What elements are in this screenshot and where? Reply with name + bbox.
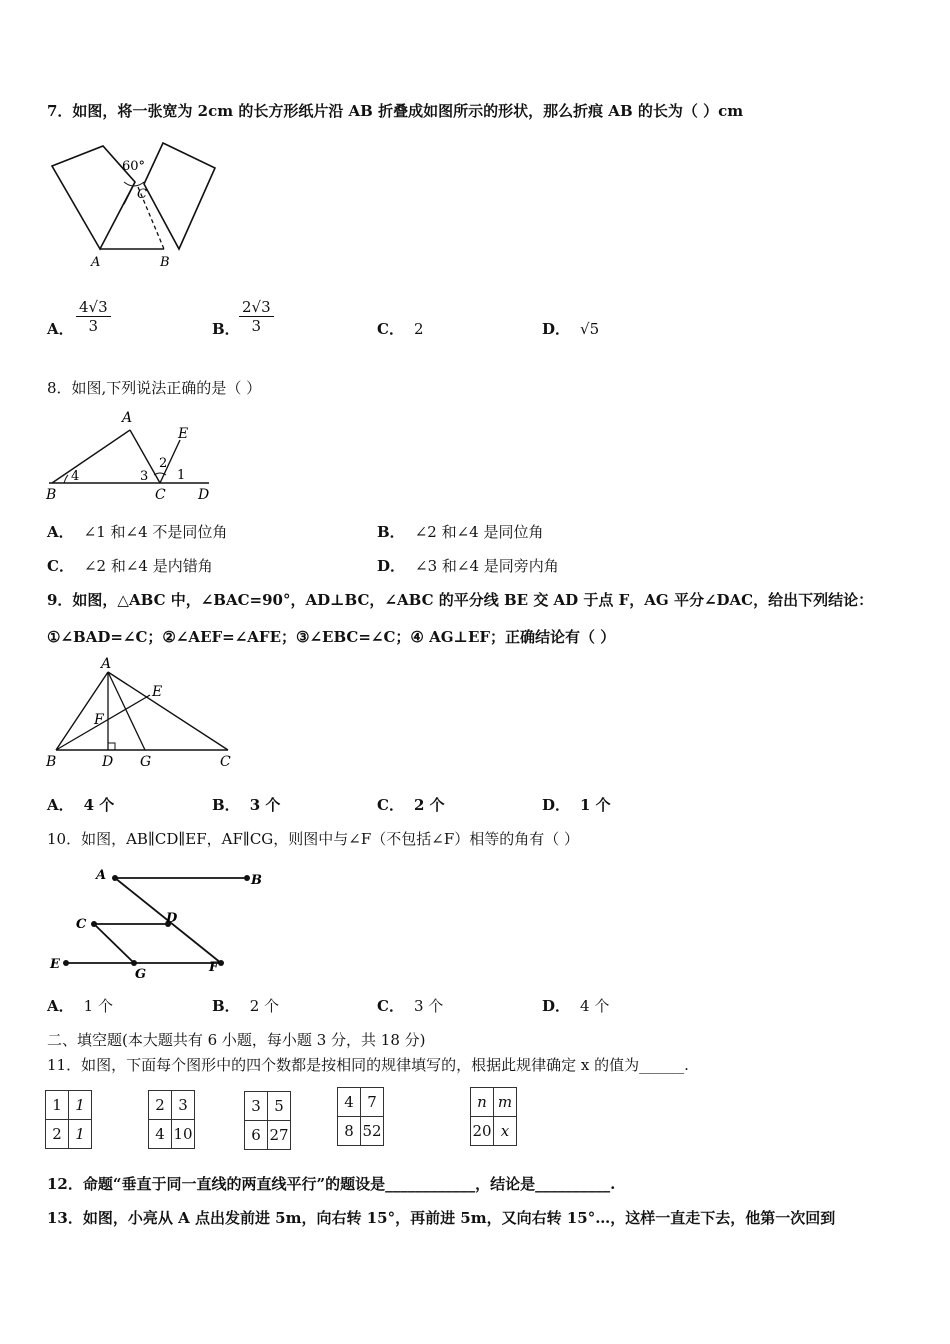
grid-cell: 3 [172,1091,195,1120]
q9-label-d: D [102,754,114,770]
q7-option-c-label: C． [377,320,404,338]
q10-option-d [542,996,609,1016]
q8-text: 8．如图,下列说法正确的是（ ） [47,379,262,397]
q10-label-c: C [76,917,87,932]
q7-option-a-label: A． [47,320,74,338]
q7-option-a-den: 3 [76,316,111,335]
q7-figure [48,140,218,270]
q9-text-line1: 9．如图，△ABC 中，∠BAC=90°，AD⊥BC，∠ABC 的平分线 BE 交 AD 于点 F，AG 平分∠DAC，给出下列结论： [47,591,874,609]
q10-figure [48,862,273,982]
grid-cell: 7 [361,1088,384,1117]
q10-label-d: D [166,911,178,926]
q8-option-c-value: ∠2 和∠4 是内错角 [83,557,213,575]
grid-cell: 2 [149,1091,172,1120]
grid-cell: x [494,1117,517,1146]
q7-label-b: B [160,255,170,270]
q9-label-g: G [140,754,152,770]
q10-option-b-value: 2 个 [249,997,279,1015]
grid-cell: 5 [268,1092,291,1121]
q9-option-a-value: 4 个 [83,796,115,814]
q8-option-a-label: A． [47,523,74,541]
q10-option-d-value: 4 个 [580,997,610,1015]
q9-option-b-value: 3 个 [249,796,281,814]
grid-cell: 4 [149,1120,172,1149]
q11-grid-5 [470,1087,517,1146]
q10-option-b-label: B． [212,997,240,1015]
q8-figure [44,405,219,505]
grid-cell: 1 [69,1091,92,1120]
q10-text: 10．如图，AB∥CD∥EF，AF∥CG，则图中与∠F（不包括∠F）相等的角有（ ） [47,830,580,848]
q10-option-a [47,996,113,1016]
q10-option-b [212,996,279,1016]
grid-cell: n [471,1088,494,1117]
q9-label-b: B [46,754,57,770]
q7-option-b-den: 3 [239,316,274,335]
q10-label-f: F [209,960,219,975]
q8-angle-3: 3 [140,469,149,484]
q8-option-b [377,522,543,542]
q7-option-a-num: 4√3 [79,298,108,316]
grid-cell: 4 [338,1088,361,1117]
q13-text: 13．如图，小亮从 A 点出发前进 5m，向右转 15°，再前进 5m，又向右转 15°…，这样一直走下去，他第一次回到 [47,1209,836,1227]
grid-cell: 1 [69,1120,92,1149]
q11-grid-2 [148,1090,195,1149]
q8-angle-1: 1 [177,468,186,483]
q10-option-c-value: 3 个 [413,997,444,1015]
q8-option-d-label: D． [377,557,406,575]
q8-option-d [377,556,559,576]
grid-cell: 27 [268,1121,291,1150]
q10-option-a-label: A． [47,997,74,1015]
q8-angle-4: 4 [71,469,80,484]
q10-option-d-label: D． [542,997,571,1015]
q8-label-e: E [178,426,189,442]
q9-figure [44,652,239,772]
q10-option-c [377,996,443,1016]
q8-label-a: A [122,410,133,426]
q8-label-c: C [155,487,166,503]
grid-cell: 10 [172,1120,195,1149]
q7-label-c: C [137,187,147,202]
q7-option-d [542,319,599,339]
q8-label-b: B [46,487,57,503]
q7-option-c-value: 2 [413,320,424,338]
grid-cell: 1 [46,1091,69,1120]
q11-text: 11．如图，下面每个图形中的四个数都是按相同的规律填写的，根据此规律确定 x 的值为______. [47,1056,689,1074]
q9-label-e: E [152,684,163,700]
q7-option-a-fraction [76,298,111,335]
q9-option-d [542,795,611,815]
grid-cell: 52 [361,1117,384,1146]
q8-option-a-value: ∠1 和∠4 不是同位角 [83,523,228,541]
q9-option-a-label: A． [47,796,74,814]
q7-option-b-num: 2√3 [242,298,271,316]
q10-label-a: A [96,868,107,883]
q9-label-c: C [220,754,231,770]
q8-option-b-value: ∠2 和∠4 是同位角 [414,523,544,541]
q10-label-g: G [135,967,147,982]
q7-label-a: A [91,255,101,270]
q8-option-c-label: C． [47,557,74,575]
q11-grid-1 [45,1090,92,1149]
grid-cell: 2 [46,1120,69,1149]
q10-label-e: E [50,957,60,972]
grid-cell: 6 [245,1121,268,1150]
q11-grid-4 [337,1087,384,1146]
grid-cell: 3 [245,1092,268,1121]
q7-angle-label: 60° [122,159,146,174]
q7-option-d-label: D． [542,320,571,338]
q9-text-line2: ①∠BAD=∠C；②∠AEF=∠AFE；③∠EBC=∠C；④ AG⊥EF；正确结论有（ ） [47,628,616,646]
q10-label-b: B [251,873,262,888]
q8-option-d-value: ∠3 和∠4 是同旁内角 [415,557,559,575]
q9-option-c-label: C． [377,796,404,814]
grid-cell: 8 [338,1117,361,1146]
q7-option-c [377,319,424,339]
q9-option-c [377,795,445,815]
section-2-heading: 二、填空题(本大题共有 6 小题，每小题 3 分，共 18 分) [47,1031,426,1049]
q9-option-b-label: B． [212,796,240,814]
q7-option-d-value: √5 [580,320,600,338]
grid-cell: 20 [471,1117,494,1146]
q9-option-c-value: 2 个 [413,796,445,814]
q9-label-f: F [94,712,104,728]
q8-option-b-label: B． [377,523,405,541]
q9-option-d-label: D． [542,796,571,814]
q12-text: 12．命题“垂直于同一直线的两直线平行”的题设是____________，结论是__________. [47,1175,616,1193]
q9-option-d-value: 1 个 [580,796,611,814]
q8-label-d: D [198,487,210,503]
q7-option-b-fraction [239,298,274,335]
q9-label-a: A [101,656,112,672]
q11-grid-3 [244,1091,291,1150]
q9-option-b [212,795,280,815]
grid-cell: m [494,1088,517,1117]
q8-option-c [47,556,213,576]
q7-option-b-label: B． [212,320,240,338]
q7-text: 7．如图，将一张宽为 2cm 的长方形纸片沿 AB 折叠成如图所示的形状，那么折痕 AB 的长为（ ）cm [47,102,744,120]
q10-option-c-label: C． [377,997,404,1015]
q9-option-a [47,795,114,815]
q10-option-a-value: 1 个 [83,997,113,1015]
q8-option-a [47,522,227,542]
q8-angle-2: 2 [159,456,168,471]
